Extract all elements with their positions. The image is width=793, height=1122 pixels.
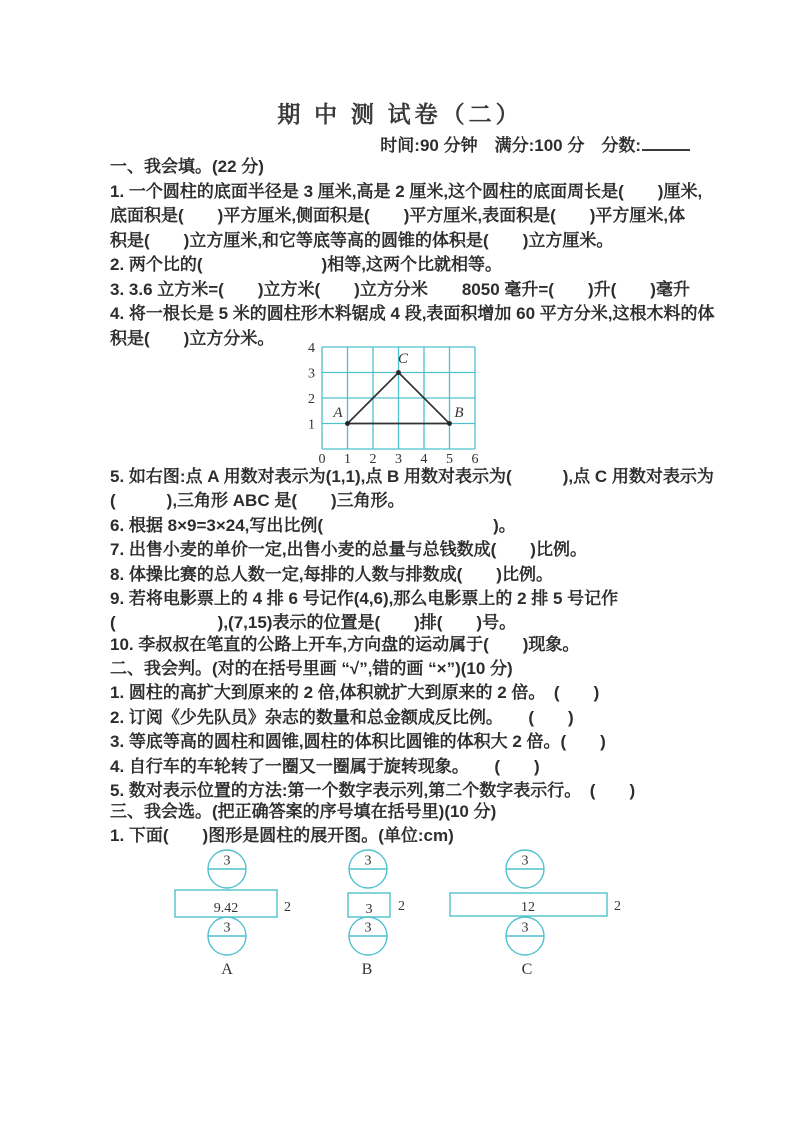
x-axis-label: 0 bbox=[318, 452, 326, 467]
point-b-label: B bbox=[454, 405, 464, 421]
paper-meta-text: 时间:90 分钟 满分:100 分 分数: bbox=[380, 136, 641, 155]
x-axis-label: 3 bbox=[395, 452, 402, 467]
fill-line: 底面积是( )平方厘米,侧面积是( )平方厘米,表面积是( )平方厘米,体 bbox=[110, 206, 686, 225]
choice-question: 1. 下面( )图形是圆柱的展开图。(单位:cm) bbox=[110, 826, 454, 845]
fill-line: 7. 出售小麦的单价一定,出售小麦的总量与总钱数成( )比例。 bbox=[110, 540, 587, 559]
fill-line: 4. 将一根长是 5 米的圆柱形木料锯成 4 段,表面积增加 60 平方分米,这根木料的体 bbox=[110, 304, 715, 323]
net-b-top-diameter-label: 3 bbox=[364, 853, 372, 869]
net-b-letter: B bbox=[361, 961, 373, 978]
x-axis-label: 6 bbox=[471, 452, 479, 467]
section-fill-heading: 一、我会填。(22 分) bbox=[110, 157, 264, 176]
net-b-bottom-diameter-label: 3 bbox=[364, 920, 372, 936]
x-axis-label: 2 bbox=[369, 452, 377, 467]
paper-meta bbox=[110, 131, 690, 156]
fill-line: 2. 两个比的( )相等,这两个比就相等。 bbox=[110, 255, 502, 274]
point-a-dot bbox=[345, 421, 350, 426]
fill-line: 6. 根据 8×9=3×24,写出比例( )。 bbox=[110, 516, 516, 535]
judge-line: 3. 等底等高的圆柱和圆锥,圆柱的体积比圆锥的体积大 2 倍。( ) bbox=[110, 732, 606, 751]
net-option-c bbox=[450, 850, 621, 978]
x-axis-label: 4 bbox=[420, 452, 428, 467]
net-option-a bbox=[175, 850, 291, 978]
fill-line: 8. 体操比赛的总人数一定,每排的人数与排数成( )比例。 bbox=[110, 565, 553, 584]
fill-line: 3. 3.6 立方米=( )立方米( )立方分米 8050 毫升=( )升( )毫升 bbox=[110, 280, 690, 299]
net-c-rect-label: 12 bbox=[521, 900, 535, 915]
score-blank bbox=[642, 134, 690, 151]
y-axis-label: 2 bbox=[308, 392, 315, 407]
point-c-dot bbox=[396, 370, 401, 375]
fill-line: 积是( )立方厘米,和它等底等高的圆锥的体积是( )立方厘米。 bbox=[110, 231, 614, 250]
fill-line: 9. 若将电影票上的 4 排 6 号记作(4,6),那么电影票上的 2 排 5 号记作 bbox=[110, 589, 619, 608]
fill-line: 1. 一个圆柱的底面半径是 3 厘米,高是 2 厘米,这个圆柱的底面周长是( )厘米, bbox=[110, 182, 703, 201]
coordinate-grid-figure bbox=[293, 336, 493, 469]
net-a-letter: A bbox=[221, 961, 233, 978]
net-c-top-diameter-label: 3 bbox=[521, 853, 529, 869]
fill-line: ( ),(7,15)表示的位置是( )排( )号。 bbox=[110, 613, 517, 632]
point-a-label: A bbox=[333, 405, 343, 421]
net-c-bottom-diameter-label: 3 bbox=[521, 920, 529, 936]
net-option-b bbox=[348, 850, 405, 978]
fill-line: 10. 李叔叔在笔直的公路上开车,方向盘的运动属于( )现象。 bbox=[110, 635, 580, 654]
net-a-height-label: 2 bbox=[284, 900, 291, 915]
fill-line: 5. 如右图:点 A 用数对表示为(1,1),点 B 用数对表示为( ),点 C 用数对表示为 bbox=[110, 467, 714, 486]
y-axis-label: 4 bbox=[308, 341, 315, 356]
section-judge-heading: 二、我会判。(对的在括号里画 “√”,错的画 “×”)(10 分) bbox=[110, 659, 513, 678]
cylinder-nets-figure bbox=[0, 843, 793, 988]
judge-line: 4. 自行车的车轮转了一圈又一圈属于旋转现象。 ( ) bbox=[110, 757, 540, 776]
net-b-height-label: 2 bbox=[398, 899, 405, 914]
net-c-letter: C bbox=[521, 961, 533, 978]
point-b-dot bbox=[447, 421, 452, 426]
y-axis-label: 3 bbox=[308, 366, 315, 382]
x-axis-label: 5 bbox=[446, 452, 453, 467]
net-c-height-label: 2 bbox=[614, 899, 621, 914]
fill-line: ( ),三角形 ABC 是( )三角形。 bbox=[110, 491, 405, 510]
page-title: 期 中 测 试卷（二） bbox=[277, 102, 523, 127]
net-b-rect-label: 3 bbox=[365, 902, 373, 917]
judge-line: 1. 圆柱的高扩大到原来的 2 倍,体积就扩大到原来的 2 倍。 ( ) bbox=[110, 683, 600, 702]
net-a-bottom-diameter-label: 3 bbox=[223, 920, 231, 936]
judge-line: 5. 数对表示位置的方法:第一个数字表示列,第二个数字表示行。 ( ) bbox=[110, 781, 636, 800]
judge-line: 2. 订阅《少先队员》杂志的数量和总金额成反比例。 ( ) bbox=[110, 708, 574, 727]
net-a-rect-label: 9.42 bbox=[213, 901, 239, 916]
y-axis-label: 1 bbox=[308, 417, 315, 433]
section-choice-heading: 三、我会选。(把正确答案的序号填在括号里)(10 分) bbox=[110, 802, 497, 821]
x-axis-label: 1 bbox=[344, 452, 351, 467]
fill-line: 积是( )立方分米。 bbox=[110, 329, 275, 348]
net-a-top-diameter-label: 3 bbox=[223, 853, 231, 869]
point-c-label: C bbox=[397, 351, 409, 367]
